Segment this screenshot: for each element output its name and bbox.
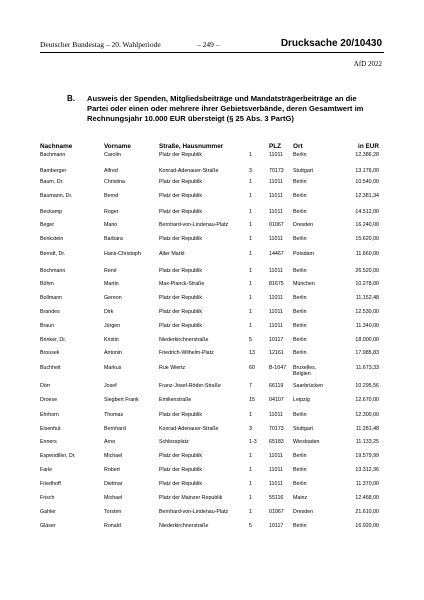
table-cell-nachname: Frisch	[40, 495, 55, 501]
table-cell-nr: 1-3	[249, 439, 257, 445]
table-cell-plz: 11011	[269, 295, 283, 301]
table-cell-nr: 1	[249, 251, 252, 257]
table-cell-strasse: Platz der Republik	[159, 412, 202, 418]
column-header-nachname: Nachname	[40, 143, 73, 150]
table-cell-strasse: Platz der Republik	[159, 323, 202, 329]
table-cell-strasse: Friedrich-Wilhelm-Platz	[159, 350, 214, 356]
table-cell-nr: 5	[249, 337, 252, 343]
table-cell-ort: Dresden	[293, 222, 314, 228]
table-cell-nr: 1	[249, 193, 252, 199]
column-header-betrag: in EUR	[358, 143, 379, 150]
table-cell-nachname: Buchheit	[40, 365, 61, 371]
table-cell-betrag: 11.133,25	[355, 439, 379, 445]
table-cell-ort: Berlin	[293, 481, 307, 487]
table-cell-plz: 11011	[269, 179, 283, 185]
table-cell-strasse: Niederkirchnerstraße	[159, 337, 209, 343]
table-cell-ort: Berlin	[293, 268, 307, 274]
table-cell-nachname: Böhm	[40, 281, 54, 287]
table-cell-betrag: 13.176,00	[355, 168, 379, 174]
table-cell-betrag: 12.381,34	[355, 193, 379, 199]
table-cell-vorname: Michael	[104, 453, 123, 459]
table-cell-ort: Berlin	[293, 295, 307, 301]
document-number: Drucksache 20/10430	[280, 38, 382, 49]
table-cell-strasse: Niederkirchnerstraße	[159, 523, 209, 529]
table-cell-strasse: Platz der Republik	[159, 295, 202, 301]
table-cell-nachname: Berndt, Dr.	[40, 251, 66, 257]
table-cell-strasse: Platz der Republik	[159, 309, 202, 315]
table-cell-nr: 1	[249, 495, 252, 501]
table-cell-nr: 1	[249, 209, 252, 215]
table-cell-strasse: Platz der Republik	[159, 453, 202, 459]
table-cell-vorname: Mario	[104, 222, 118, 228]
table-cell-ort: Berlin	[293, 193, 307, 199]
table-cell-vorname: Gereon	[104, 295, 122, 301]
table-cell-ort: Berlin	[293, 467, 307, 473]
table-cell-vorname: Carolin	[104, 152, 121, 158]
section-title: Ausweis der Spenden, Mitgliedsbeiträge und Mandatsträgerbeiträge an die Partei oder einen oder mehrere ihrer Gebietsverbände, deren Gesamtwert im Rechnungsjahr 10.000 EUR übersteigt (§ 25 Abs. 3 PartG)	[87, 94, 364, 124]
table-cell-betrag: 18.000,00	[355, 337, 379, 343]
table-cell-strasse: Platz der Republik	[159, 236, 202, 242]
page-number: – 249 –	[197, 40, 220, 49]
table-cell-strasse: Schlossplatz	[159, 439, 189, 445]
table-cell-betrag: 12.300,00	[355, 412, 379, 418]
table-cell-nr: 1	[249, 222, 252, 228]
table-cell-strasse: Platz der Republik	[159, 152, 202, 158]
table-cell-strasse: Platz der Republik	[159, 467, 202, 473]
table-cell-plz: 11011	[269, 453, 283, 459]
section-letter: B.	[67, 94, 75, 103]
table-cell-vorname: Roger	[104, 209, 119, 215]
table-cell-betrag: 10.540,00	[355, 179, 379, 185]
table-cell-nr: 5	[249, 523, 252, 529]
table-cell-plz: 10117	[269, 337, 284, 343]
table-cell-vorname: Ronald	[104, 523, 121, 529]
table-cell-nr: 1	[249, 236, 252, 242]
table-cell-nr: 1	[249, 281, 252, 287]
table-cell-ort: Berlin	[293, 209, 307, 215]
table-cell-strasse: Platz der Republik	[159, 481, 202, 487]
table-cell-vorname: Dietmar	[104, 481, 123, 487]
table-cell-betrag: 11.340,00	[355, 323, 379, 329]
table-cell-ort: Berlin	[293, 323, 307, 329]
table-cell-nr: 1	[249, 323, 252, 329]
table-cell-vorname: Thomas	[104, 412, 124, 418]
table-cell-ort: Saarbrücken	[293, 383, 324, 389]
table-cell-ort: Berlin	[293, 236, 307, 242]
table-cell-betrag: 19.579,99	[355, 453, 379, 459]
table-cell-strasse: Platz der Republik	[159, 179, 202, 185]
column-header-strasse: Straße, Hausnummer	[159, 143, 224, 150]
table-cell-betrag: 14.512,00	[355, 209, 379, 215]
table-cell-nr: 1	[249, 509, 252, 515]
table-cell-ort: Berlin	[293, 152, 307, 158]
table-cell-ort: Stuttgart	[293, 426, 314, 432]
table-cell-betrag: 11.660,00	[355, 251, 379, 257]
table-cell-strasse: Platz der Republik	[159, 193, 202, 199]
table-cell-plz: 66119	[269, 383, 284, 389]
table-cell-betrag: 17.985,83	[355, 350, 379, 356]
table-cell-ort: Berlin	[293, 350, 307, 356]
table-cell-strasse: Rue Wiertz	[159, 365, 186, 371]
table-cell-vorname: Josef	[104, 383, 117, 389]
table-cell-vorname: Kristin	[104, 337, 119, 343]
table-cell-plz: 11011	[269, 323, 283, 329]
table-cell-vorname: Markus	[104, 365, 122, 371]
table-cell-betrag: 12.468,00	[355, 495, 379, 501]
table-cell-plz: 70173	[269, 168, 284, 174]
table-cell-vorname: Martin	[104, 281, 119, 287]
column-header-vorname: Vorname	[104, 143, 131, 150]
table-cell-betrag: 10.278,00	[355, 281, 379, 287]
table-cell-ort: Potsdam	[293, 251, 314, 257]
table-cell-vorname: Robert	[104, 467, 120, 473]
table-cell-ort: Bruxelles, Belgien	[293, 365, 317, 378]
table-cell-vorname: Arno	[104, 439, 116, 445]
table-cell-plz: 14467	[269, 251, 284, 257]
table-cell-betrag: 16.920,00	[355, 523, 379, 529]
table-cell-nachname: Braun	[40, 323, 55, 329]
table-cell-nachname: Dörr	[40, 383, 51, 389]
table-cell-nr: 1	[249, 467, 252, 473]
table-cell-strasse: Platz der Republik	[159, 209, 202, 215]
table-cell-nr: 1	[249, 412, 252, 418]
table-cell-plz: 81675	[269, 281, 284, 287]
table-cell-strasse: Bernhard-von-Lindenau-Platz	[159, 222, 229, 228]
table-cell-plz: 11011	[269, 467, 283, 473]
column-header-ort: Ort	[293, 143, 303, 150]
table-cell-betrag: 26.520,00	[355, 268, 379, 274]
table-cell-strasse: Bernhard-von-Lindenau-Platz	[159, 509, 229, 515]
table-cell-betrag: 15.620,00	[355, 236, 379, 242]
table-cell-plz: 10117	[269, 523, 284, 529]
table-cell-nachname: Brousek	[40, 350, 60, 356]
table-cell-nr: 15	[249, 397, 255, 403]
table-cell-vorname: Bernhard	[104, 426, 126, 432]
table-cell-betrag: 11.281,48	[355, 426, 379, 432]
table-cell-plz: 70173	[269, 426, 284, 432]
table-cell-plz: 01067	[269, 509, 284, 515]
table-cell-vorname: Bernd	[104, 193, 119, 199]
table-cell-vorname: Jürgen	[104, 323, 121, 329]
table-cell-nachname: Bochmann	[40, 268, 66, 274]
table-cell-nachname: Baumann, Dr.	[40, 193, 73, 199]
table-cell-betrag: 12.670,00	[355, 397, 379, 403]
column-header-plz: PLZ	[269, 143, 282, 150]
table-cell-nachname: Brinker, Dr.	[40, 337, 67, 343]
table-cell-nr: 1	[249, 309, 252, 315]
table-cell-plz: 12161	[269, 350, 284, 356]
table-cell-ort: München	[293, 281, 315, 287]
table-cell-nachname: Bollmann	[40, 295, 63, 301]
table-cell-plz: 11011	[269, 152, 283, 158]
table-cell-nachname: Enners	[40, 439, 57, 445]
table-cell-nr: 3	[249, 426, 252, 432]
table-cell-ort: Mainz	[293, 495, 308, 501]
page-header-left: Deutscher Bundestag – 20. Wahlperiode	[40, 40, 161, 49]
table-cell-vorname: Antonin	[104, 350, 122, 356]
table-cell-nachname: Droese	[40, 397, 58, 403]
table-cell-nachname: Ehrhorn	[40, 412, 59, 418]
table-cell-plz: 04107	[269, 397, 284, 403]
table-cell-nachname: Bamberger	[40, 168, 67, 174]
table-cell-nr: 13	[249, 350, 255, 356]
table-cell-strasse: Konrad-Adenauer-Straße	[159, 426, 219, 432]
table-cell-plz: 11011	[269, 236, 283, 242]
table-cell-nr: 1	[249, 453, 252, 459]
table-cell-nachname: Baum, Dr.	[40, 179, 64, 185]
table-cell-vorname: Barbara	[104, 236, 123, 242]
table-cell-nr: 1	[249, 268, 252, 274]
table-cell-nachname: Eisenhut	[40, 426, 61, 432]
table-cell-betrag: 11.370,00	[355, 481, 379, 487]
table-cell-plz: 11011	[269, 268, 283, 274]
table-cell-nr: 1	[249, 295, 252, 301]
table-cell-betrag: 12.386,28	[355, 152, 379, 158]
table-cell-betrag: 21.610,00	[355, 509, 379, 515]
table-cell-nr: 60	[249, 365, 255, 371]
table-cell-nachname: Beger	[40, 222, 55, 228]
table-cell-nachname: Bachmann	[40, 152, 66, 158]
table-cell-ort: Stuttgart	[293, 168, 314, 174]
table-cell-plz: 11011	[269, 309, 283, 315]
header-rule	[40, 52, 384, 53]
table-cell-nr: 1	[249, 152, 252, 158]
party-label: AfD 2022	[353, 60, 382, 68]
table-cell-nachname: Gläser	[40, 523, 56, 529]
table-cell-plz: 11011	[269, 481, 283, 487]
table-cell-ort: Leipzig	[293, 397, 310, 403]
table-cell-plz: 11011	[269, 193, 283, 199]
table-cell-vorname: René	[104, 268, 117, 274]
table-cell-vorname: Hans-Christoph	[104, 251, 141, 257]
table-cell-strasse: Platz der Mainzer Republik	[159, 495, 223, 501]
table-cell-strasse: Franz-Josef-Röder-Straße	[159, 383, 221, 389]
table-cell-ort: Dresden	[293, 509, 314, 515]
table-cell-vorname: Michael	[104, 495, 123, 501]
table-cell-ort: Berlin	[293, 179, 307, 185]
table-cell-plz: 11011	[269, 412, 283, 418]
table-cell-betrag: 11.673,33	[355, 365, 379, 371]
table-cell-nr: 7	[249, 383, 252, 389]
table-cell-ort: Berlin	[293, 337, 307, 343]
table-cell-ort: Berlin	[293, 453, 307, 459]
table-cell-strasse: Platz der Republik	[159, 268, 202, 274]
table-cell-nr: 3	[249, 168, 252, 174]
table-cell-vorname: Torsten	[104, 509, 122, 515]
table-cell-ort: Wiesbaden	[293, 439, 320, 445]
table-cell-plz: 55116	[269, 495, 284, 501]
table-cell-ort: Berlin	[293, 412, 307, 418]
table-cell-nr: 1	[249, 481, 252, 487]
table-cell-nr: 1	[249, 179, 252, 185]
table-cell-nachname: Espendiller, Dr.	[40, 453, 76, 459]
table-cell-nachname: Brandes	[40, 309, 60, 315]
table-cell-nachname: Gahler	[40, 509, 56, 515]
table-cell-strasse: Max-Planck-Straße	[159, 281, 205, 287]
table-cell-strasse: Emilienstraße	[159, 397, 192, 403]
table-cell-strasse: Konrad-Adenauer-Straße	[159, 168, 219, 174]
table-cell-plz: B-1047	[269, 365, 287, 371]
table-cell-ort: Berlin	[293, 309, 307, 315]
table-cell-vorname: Siegbert Frank	[104, 397, 139, 403]
table-cell-nachname: Beckamp	[40, 209, 63, 215]
table-cell-strasse: Alter Markt	[159, 251, 185, 257]
table-cell-vorname: Dirk	[104, 309, 114, 315]
table-cell-nachname: Farle	[40, 467, 53, 473]
table-cell-vorname: Christina	[104, 179, 125, 185]
table-cell-betrag: 12.530,00	[355, 309, 379, 315]
table-cell-plz: 01067	[269, 222, 284, 228]
table-cell-plz: 65183	[269, 439, 284, 445]
table-cell-betrag: 11.152,48	[355, 295, 379, 301]
table-cell-betrag: 10.295,56	[355, 383, 379, 389]
table-cell-betrag: 13.312,36	[355, 467, 379, 473]
table-cell-nachname: Benkstein	[40, 236, 64, 242]
table-cell-ort: Berlin	[293, 523, 307, 529]
table-cell-vorname: Alfred	[104, 168, 118, 174]
table-cell-nachname: Friedhoff	[40, 481, 61, 487]
table-cell-betrag: 16.240,00	[355, 222, 379, 228]
table-cell-plz: 11011	[269, 209, 283, 215]
